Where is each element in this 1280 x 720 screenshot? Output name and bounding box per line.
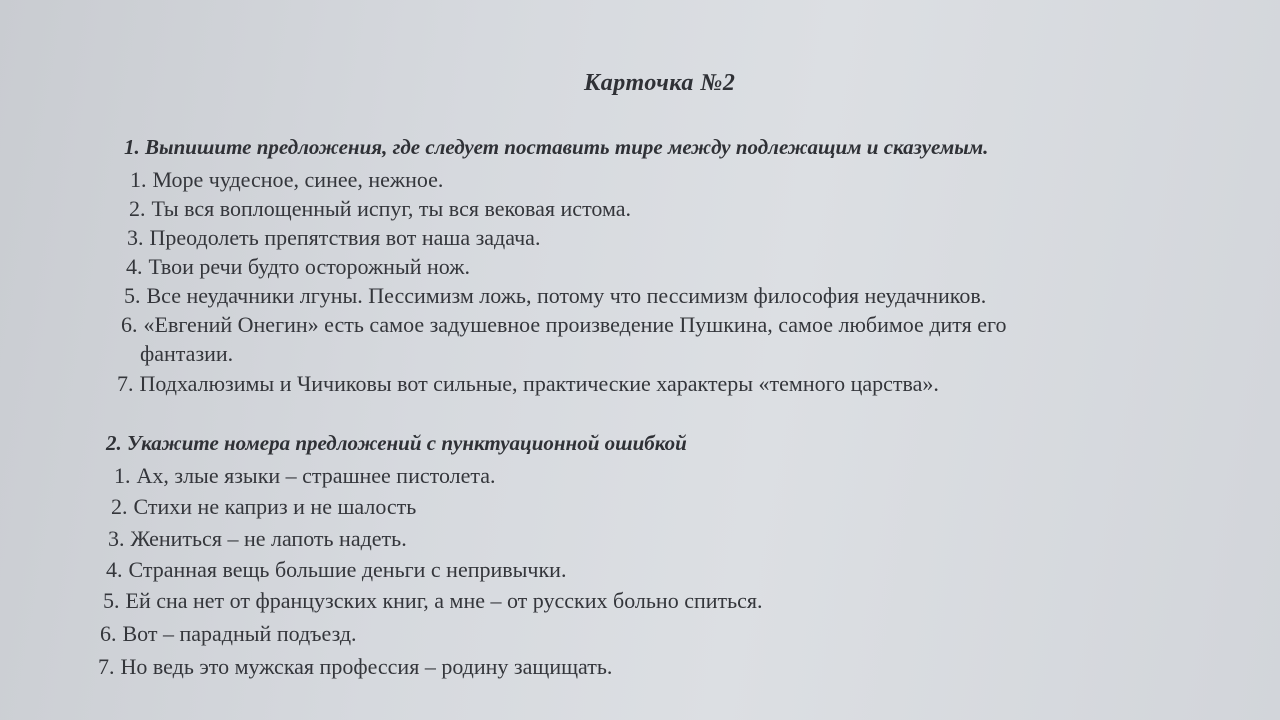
item-number: 7. — [98, 654, 115, 679]
task2-heading: 2. Укажите номера предложений с пунктуационной ошибкой — [106, 431, 687, 455]
task1-item-6-continuation: фантазии. — [140, 341, 234, 366]
task1-item-2 — [129, 196, 631, 222]
task2-item-5 — [103, 588, 763, 614]
item-text: Ах, злые языки – страшнее пистолета. — [136, 463, 496, 488]
item-text: Но ведь это мужская профессия – родину защищать. — [120, 654, 613, 679]
item-number: 5. — [124, 283, 141, 308]
item-text: Ты вся воплощенный испуг, ты вся вековая истома. — [151, 196, 632, 221]
item-text: Странная вещь большие деньги с непривычки. — [128, 557, 567, 582]
task2-item-2 — [111, 494, 416, 520]
item-number: 3. — [108, 526, 125, 551]
item-number: 5. — [103, 588, 120, 613]
item-number: 6. — [121, 312, 138, 337]
item-number: 4. — [126, 254, 143, 279]
item-number: 1. — [130, 167, 147, 192]
item-text: Твои речи будто осторожный нож. — [148, 254, 470, 279]
item-text: Вот – парадный подъезд. — [122, 621, 357, 646]
card-title: Карточка №2 — [584, 70, 736, 96]
task1-item-7 — [117, 371, 939, 397]
task2-item-4 — [106, 557, 566, 583]
task1-item-5 — [124, 283, 986, 309]
task1-item-3 — [127, 225, 540, 251]
item-text: Подхалюзимы и Чичиковы вот сильные, практические характеры «темного царства». — [139, 371, 939, 396]
item-number: 1. — [114, 463, 131, 488]
item-text: Жениться – не лапоть надеть. — [130, 526, 407, 551]
task2-item-3 — [108, 526, 407, 552]
item-number: 4. — [106, 557, 123, 582]
item-number: 6. — [100, 621, 117, 646]
task1-item-6 — [121, 312, 1006, 338]
item-number: 3. — [127, 225, 144, 250]
task2-item-7 — [98, 654, 612, 680]
task2-item-6 — [100, 621, 357, 647]
item-text: Ей сна нет от французских книг, а мне – от русских больно спиться. — [125, 588, 763, 613]
item-text: Море чудесное, синее, нежное. — [152, 167, 444, 192]
item-text: Все неудачники лгуны. Пессимизм ложь, потому что пессимизм философия неудачников. — [146, 283, 987, 308]
task2-item-1 — [114, 463, 496, 489]
item-number: 7. — [117, 371, 134, 396]
task1-item-4 — [126, 254, 470, 280]
item-text: «Евгений Онегин» есть самое задушевное произведение Пушкина, самое любимое дитя его — [143, 312, 1007, 337]
item-text: Преодолеть препятствия вот наша задача. — [149, 225, 541, 250]
task1-heading: 1. Выпишите предложения, где следует поставить тире между подлежащим и сказуемым. — [124, 135, 989, 159]
item-text: Стихи не каприз и не шалость — [133, 494, 417, 519]
item-number: 2. — [129, 196, 146, 221]
task1-item-1 — [130, 167, 443, 193]
item-number: 2. — [111, 494, 128, 519]
